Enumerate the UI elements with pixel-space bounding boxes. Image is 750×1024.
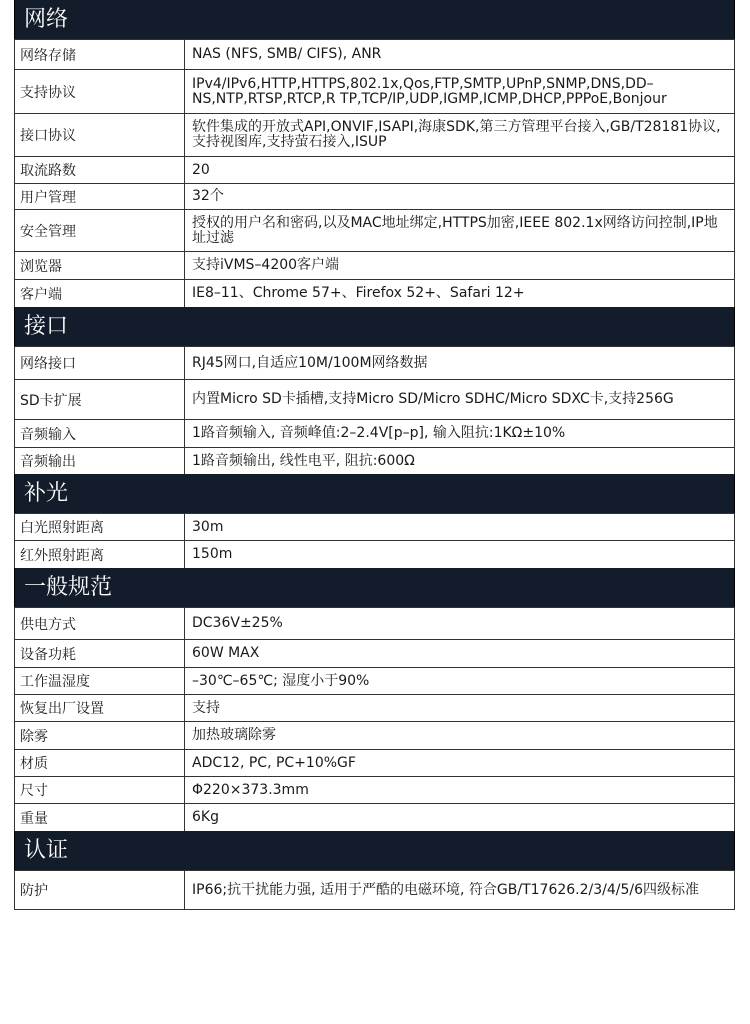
spec-label: 网络存储 — [15, 40, 185, 69]
spec-value: IE8–11、Chrome 57+、Firefox 52+、Safari 12+ — [192, 285, 525, 301]
spec-value: 加热玻璃除雾 — [192, 727, 276, 743]
spec-row — [14, 870, 735, 910]
section-header: 接口 — [14, 307, 735, 346]
spec-row — [14, 513, 735, 540]
section-header: 认证 — [14, 831, 735, 870]
spec-value: 授权的用户名和密码,以及MAC地址绑定,HTTPS加密,IEEE 802.1x网络访问控制,IP地址过滤 — [192, 214, 718, 246]
section-header: 补光 — [14, 474, 735, 513]
spec-row — [14, 379, 735, 419]
spec-row — [14, 447, 735, 474]
spec-label: 白光照射距离 — [15, 514, 185, 540]
spec-label: 取流路数 — [15, 157, 185, 183]
spec-value: 1路音频输出, 线性电平, 阻抗:600Ω — [192, 452, 415, 469]
spec-value: Φ220×373.3mm — [192, 781, 309, 798]
spec-label: 安全管理 — [15, 210, 185, 251]
spec-value: 30m — [192, 518, 224, 535]
spec-row — [14, 209, 735, 251]
spec-row — [14, 694, 735, 721]
spec-row — [14, 279, 735, 307]
spec-value: 内置Micro SD卡插槽,支持Micro SD/Micro SDHC/Micro SDXC卡,支持256G — [192, 391, 674, 407]
spec-value: DC36V±25% — [192, 615, 283, 631]
spec-row — [14, 607, 735, 639]
spec-value: ADC12, PC, PC+10%GF — [192, 754, 356, 771]
spec-row — [14, 803, 735, 831]
spec-label: 红外照射距离 — [15, 541, 185, 568]
spec-label: 材质 — [15, 750, 185, 776]
spec-label: 尺寸 — [15, 777, 185, 803]
spec-row — [14, 639, 735, 667]
section-header: 一般规范 — [14, 568, 735, 607]
spec-label: 浏览器 — [15, 252, 185, 279]
spec-label: SD卡扩展 — [15, 380, 185, 419]
spec-row — [14, 721, 735, 749]
spec-row — [14, 251, 735, 279]
section-header: 网络 — [14, 0, 735, 39]
spec-value: 1路音频输入, 音频峰值:2–2.4V[p–p], 输入阻抗:1KΩ±10% — [192, 425, 566, 441]
spec-value: IPv4/IPv6,HTTP,HTTPS,802.1x,Qos,FTP,SMTP,UPnP,SNMP,DNS,DD–NS,NTP,RTSP,RTCP,R TP,TCP/IP,UDP,IGMP,ICMP,DHCP,PPPoE,Bonjour — [192, 75, 667, 107]
spec-value: 20 — [192, 161, 210, 178]
spec-value: 32个 — [192, 188, 224, 204]
spec-row — [14, 667, 735, 694]
spec-value: 支持 — [192, 699, 220, 716]
spec-row — [14, 183, 735, 209]
spec-value: RJ45网口,自适应10M/100M网络数据 — [192, 354, 428, 371]
spec-label: 重量 — [15, 804, 185, 831]
spec-label: 工作温湿度 — [15, 668, 185, 694]
spec-table — [14, 0, 735, 910]
spec-value: 支持iVMS–4200客户端 — [192, 257, 340, 273]
spec-row — [14, 69, 735, 113]
spec-value: 6Kg — [192, 809, 219, 825]
spec-row — [14, 39, 735, 69]
spec-row — [14, 419, 735, 447]
spec-label: 音频输入 — [15, 420, 185, 447]
spec-label: 用户管理 — [15, 184, 185, 209]
spec-label: 音频输出 — [15, 448, 185, 474]
spec-label: 除雾 — [15, 722, 185, 749]
spec-label: 设备功耗 — [15, 640, 185, 667]
spec-row — [14, 346, 735, 379]
spec-row — [14, 156, 735, 183]
spec-row — [14, 113, 735, 156]
spec-label: 供电方式 — [15, 608, 185, 639]
spec-label: 支持协议 — [15, 70, 185, 113]
spec-label: 网络接口 — [15, 347, 185, 379]
spec-value: 150m — [192, 546, 233, 562]
spec-value: 软件集成的开放式API,ONVIF,ISAPI,海康SDK,第三方管理平台接入,GB/T28181协议,支持视图库,支持萤石接入,ISUP — [192, 119, 721, 150]
spec-value: –30℃–65℃; 湿度小于90% — [192, 672, 370, 689]
spec-row — [14, 776, 735, 803]
spec-label: 客户端 — [15, 280, 185, 307]
spec-value: 60W MAX — [192, 645, 260, 661]
spec-value: IP66;抗干扰能力强, 适用于严酷的电磁环境, 符合GB/T17626.2/3/4/5/6四级标准 — [192, 881, 700, 898]
spec-row — [14, 749, 735, 776]
spec-label: 接口协议 — [15, 114, 185, 156]
spec-label: 恢复出厂设置 — [15, 695, 185, 721]
spec-value: NAS (NFS, SMB/ CIFS), ANR — [192, 46, 382, 62]
spec-label: 防护 — [15, 871, 185, 909]
spec-row — [14, 540, 735, 568]
